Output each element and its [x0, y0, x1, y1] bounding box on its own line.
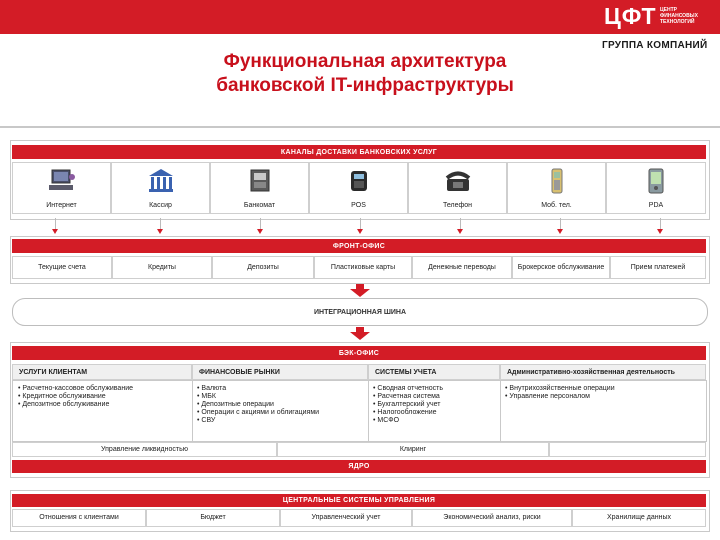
back-list-accounting: [373, 385, 443, 425]
list-item: • Операции с акциями и облигациями: [197, 409, 319, 417]
logo-sub-line: ЦЕНТР: [660, 7, 677, 13]
back-column-header: УСЛУГИ КЛИЕНТАМ: [12, 364, 192, 380]
channel-cashier: [111, 162, 210, 214]
logo-sub-line: ФИНАНСОВЫХ: [660, 13, 698, 19]
front-item: Прием платежей: [610, 256, 706, 279]
group-label: ГРУППА КОМПАНИЙ: [602, 40, 708, 51]
list-item: • Расчетная система: [373, 393, 443, 401]
front-item: Текущие счета: [12, 256, 112, 279]
back-column-header: Административно-хозяйственная деятельность: [500, 364, 706, 380]
channel-pos: [309, 162, 408, 214]
mobile-phone-icon: [541, 167, 573, 195]
title-line-2: банковской IT-инфраструктуры: [216, 75, 514, 96]
flow-arrow-icon: [350, 332, 370, 340]
list-item: • Депозитное обслуживание: [18, 401, 133, 409]
front-item: Кредиты: [112, 256, 212, 279]
liquidity-management: Управление ликвидностью: [12, 442, 277, 457]
front-item: Депозиты: [212, 256, 314, 279]
flow-arrow-icon: [350, 289, 370, 297]
back-column-header: СИСТЕМЫ УЧЕТА: [368, 364, 500, 380]
list-item: • Депозитные операции: [197, 401, 319, 409]
central-item: Управленческий учет: [280, 509, 412, 527]
core-bar: ЯДРО: [12, 460, 706, 473]
integration-bus: ИНТЕГРАЦИОННАЯ ШИНА: [12, 298, 708, 326]
back-list-financial-markets: [197, 385, 319, 425]
list-item: • Расчетно-кассовое обслуживание: [18, 385, 133, 393]
logo-subtitle: [660, 7, 698, 25]
list-item: • МСФО: [373, 417, 443, 425]
list-item: • Внутрихозяйственные операции: [505, 385, 615, 393]
central-bar: ЦЕНТРАЛЬНЫЕ СИСТЕМЫ УПРАВЛЕНИЯ: [12, 494, 706, 507]
logo-text: ЦФТ: [604, 3, 657, 29]
channel-label: Интернет: [46, 202, 77, 209]
back-list-administrative: [505, 385, 615, 401]
channel-atm: [210, 162, 309, 214]
central-item: Отношения с клиентами: [12, 509, 146, 527]
pda-icon: [640, 167, 672, 195]
bank-building-icon: [145, 167, 177, 195]
company-logo: [600, 3, 718, 31]
logo-sub-line: ТЕХНОЛОГИЙ: [660, 19, 695, 25]
page-title: [160, 50, 570, 98]
back-list-client-services: [18, 385, 133, 409]
channel-internet: [12, 162, 111, 214]
front-item: Пластиковые карты: [314, 256, 412, 279]
channel-label: PDA: [648, 202, 664, 209]
atm-icon: [244, 167, 276, 195]
front-item: Денежные переводы: [412, 256, 512, 279]
title-line-1: Функциональная архитектура: [223, 51, 507, 72]
clearing: Клиринг: [277, 442, 549, 457]
central-item: Бюджет: [146, 509, 280, 527]
back-column-header: ФИНАНСОВЫЕ РЫНКИ: [192, 364, 368, 380]
list-item: • Кредитное обслуживание: [18, 393, 133, 401]
channel-label: Кассир: [149, 202, 172, 209]
front-item: Брокерское обслуживание: [512, 256, 610, 279]
channel-label: Телефон: [442, 202, 473, 209]
central-item: Экономический анализ, риски: [412, 509, 572, 527]
list-item: • Управление персоналом: [505, 393, 615, 401]
front-office-bar: ФРОНТ-ОФИС: [12, 239, 706, 253]
channel-label: Банкомат: [243, 202, 276, 209]
list-item: • Валюта: [197, 385, 319, 393]
list-item: • Сводная отчетность: [373, 385, 443, 393]
clearing-extra: [549, 442, 706, 457]
channel-label: Моб. тел.: [541, 202, 572, 209]
separator: [0, 126, 720, 128]
computer-icon: [46, 167, 78, 195]
list-item: • Налогообложение: [373, 409, 443, 417]
central-item: Хранилище данных: [572, 509, 706, 527]
channel-pda: [606, 162, 706, 214]
list-item: • Бухгалтерский учет: [373, 401, 443, 409]
channel-label: POS: [351, 202, 366, 209]
back-office-bar: БЭК-ОФИС: [12, 346, 706, 360]
pos-terminal-icon: [343, 167, 375, 195]
channels-bar: КАНАЛЫ ДОСТАВКИ БАНКОВСКИХ УСЛУГ: [12, 145, 706, 159]
list-item: • МБК: [197, 393, 319, 401]
channel-phone: [408, 162, 507, 214]
telephone-icon: [442, 167, 474, 195]
list-item: • СВУ: [197, 417, 319, 425]
channel-mobile: [507, 162, 606, 214]
